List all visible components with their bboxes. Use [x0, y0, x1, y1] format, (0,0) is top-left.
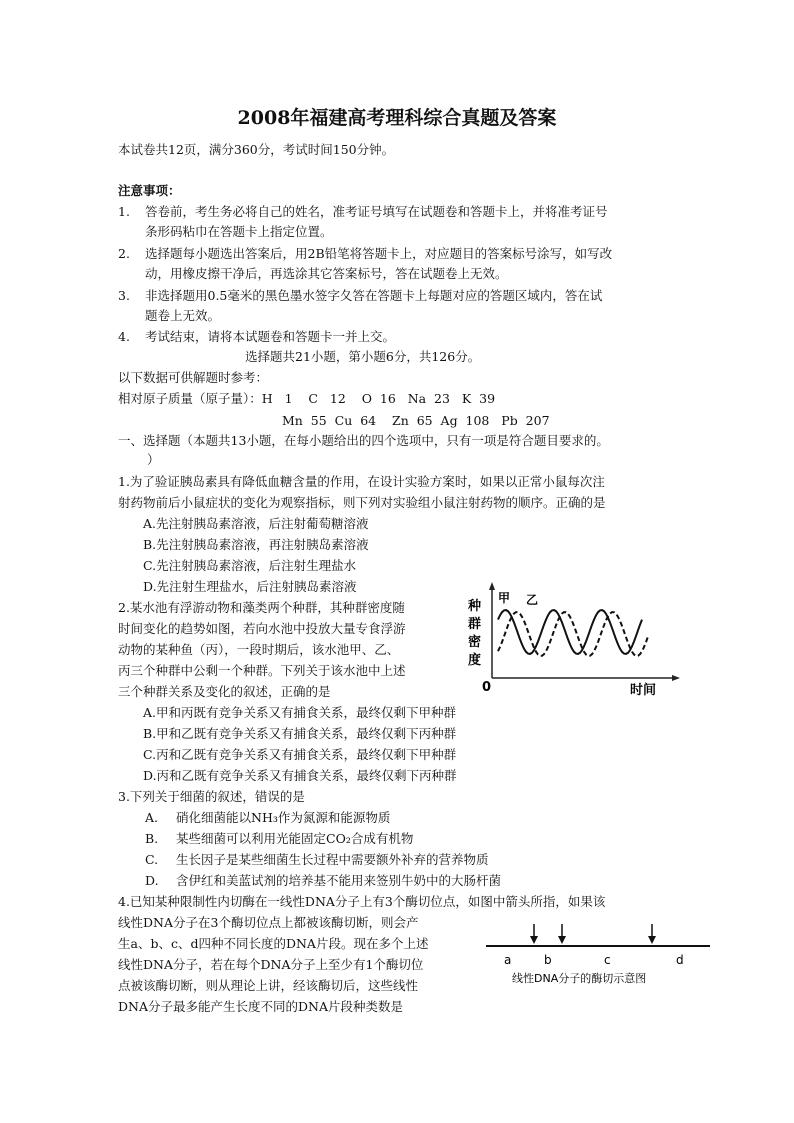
- intro-text: 本试卷共12页，满分360分，考试时间150分钟。: [118, 142, 395, 157]
- dna-cut-diagram: [482, 920, 714, 990]
- answer-option: A.甲和丙既有竞争关系又有捕食关系，最终仅剩下甲种群: [143, 705, 457, 720]
- atomic-mass-line: 相对原子质量（原子量）：H 1 C 12 O 16 Na 23 K 39: [118, 391, 496, 406]
- segment-label-b: b: [544, 953, 552, 967]
- question-stem: 动物的某种鱼（丙），一段时期后，该水池甲、乙、: [118, 642, 400, 657]
- data-reference-heading: 以下数据可供解题时参考：: [118, 370, 269, 385]
- notice-item-number: 1.: [118, 204, 130, 219]
- y-axis-arrow: [489, 582, 495, 590]
- answer-option: D.丙和乙既有竞争关系又有捕食关系，最终仅剩下丙种群: [143, 768, 457, 783]
- question-stem: DNA分子最多能产生长度不同的DNA片段种类数是: [118, 999, 403, 1014]
- question-stem: 丙三个种群中公剩一个种群。下列关于该水池中上述: [118, 663, 406, 678]
- notice-item-text: 考试结束，请将本试题卷和答题卡一并上交。: [145, 329, 396, 344]
- notice-item-text: 选择题每小题选出答案后，用2B铅笔将答题卡上，对应题目的答案标号涂写，如写改: [145, 246, 613, 261]
- option-letter: B.: [145, 831, 159, 846]
- answer-option: 生长因子是某些细菌生长过程中需要额外补弃的营养物质: [176, 852, 489, 867]
- question-stem: 1.为了验证胰岛素具有降低血糖含量的作用，在设计实验方案时，如果以正常小鼠每次注: [118, 474, 605, 489]
- question-stem: 3.下列关于细菌的叙述，错误的是: [118, 789, 305, 804]
- answer-option: B.甲和乙既有竞争关系又有捕食关系，最终仅剩下丙种群: [143, 726, 457, 741]
- answer-option: A.先注射胰岛素溶液，后注射葡萄糖溶液: [143, 516, 369, 531]
- y-axis-label-char: 密: [468, 635, 482, 650]
- notice-item-number: 4.: [118, 329, 130, 344]
- question-stem: 射药物前后小鼠症状的变化为观察指标，则下列对实验组小鼠注射药物的顺序。正确的是: [118, 495, 606, 510]
- cut-site-arrowhead: [558, 936, 566, 944]
- notice-item-text: 动，用橡皮擦干净后，再选涂其它答案标号，答在试题卷上无效。: [145, 266, 508, 281]
- question-stem: 生a、b、c、d四种不同长度的DNA片段。现在多个上述: [118, 936, 429, 951]
- series-label-yi: 乙: [526, 593, 539, 607]
- selection-note: 选择题共21小题，第小题6分，共126分。: [245, 349, 481, 364]
- question-stem: 点被该酶切断，则从理论上讲，经该酶切后，这些线性: [118, 978, 419, 993]
- segment-label-a: a: [504, 953, 512, 967]
- answer-option: 含伊红和美蓝试剂的培养基不能用来签别牛奶中的大肠杆菌: [176, 873, 502, 888]
- question-stem: 时间变化的趋势如图，若向水池中投放大量专食浮游: [118, 621, 406, 636]
- notice-item-text: 非选择题用0.5毫米的黑色墨水签字夂答在答题卡上每题对应的答题区域内，答在试: [145, 288, 603, 303]
- segment-label-c: c: [604, 953, 611, 967]
- answer-option: B.先注射胰岛素溶液，再注射胰岛素溶液: [143, 537, 369, 552]
- cut-site-arrowhead: [648, 936, 656, 944]
- answer-option: 某些细菌可以利用光能固定CO₂合成有机物: [176, 831, 414, 846]
- diagram-caption: 线性DNA分子的酶切示意图: [512, 972, 647, 985]
- y-axis-label-char: 群: [468, 617, 482, 632]
- option-letter: C.: [145, 852, 159, 867]
- option-letter: A.: [145, 810, 159, 825]
- x-axis-arrow: [672, 675, 680, 681]
- question-stem: 4.已知某种限制性内切酶在一线性DNA分子上有3个酶切位点，如图中箭头所指，如果该: [118, 894, 606, 909]
- question-stem: 2.某水池有浮游动物和藻类两个种群，其种群密度随: [118, 600, 405, 615]
- notice-item-text: 条形码粘巾在答题卡上指定位置。: [145, 224, 333, 239]
- section-heading: 一、选择题（本题共13小题，在每小题给出的四个选项中，只有一项是符合题目要求的。: [118, 433, 609, 448]
- answer-option: 硝化细菌能以NH₃作为氮源和能源物质: [176, 810, 391, 825]
- atomic-mass-line: Mn 55 Cu 64 Zn 65 Ag 108 Pb 207: [282, 413, 550, 428]
- segment-label-d: d: [676, 953, 684, 967]
- y-axis-label-char: 种: [468, 599, 482, 614]
- question-stem: 线性DNA分子在3个酶切位点上都被该酶切断，则会产: [118, 915, 419, 930]
- y-axis-label-char: 度: [468, 653, 482, 668]
- notice-item-text: 题卷上无效。: [145, 308, 221, 323]
- x-axis-label: 时间: [630, 683, 657, 698]
- cut-site-arrowhead: [530, 936, 538, 944]
- option-letter: D.: [145, 873, 159, 888]
- series-label-jia: 甲: [498, 591, 511, 605]
- notice-item-number: 3.: [118, 288, 130, 303]
- notice-item-number: 2.: [118, 246, 130, 261]
- answer-option: C.丙和乙既有竞争关系又有捕食关系，最终仅剩下甲种群: [143, 747, 457, 762]
- population-density-chart: [462, 580, 687, 700]
- page-title: 2008年福建高考理科综合真题及答案: [237, 107, 557, 129]
- section-heading-tail: ）: [147, 452, 160, 467]
- answer-option: C.先注射胰岛素溶液，后注射生理盐水: [143, 558, 357, 573]
- notice-item-text: 答卷前，考生务必将自己的姓名，准考证号填写在试题卷和答题卡上，并将准考证号: [145, 204, 608, 219]
- notice-heading: 注意事项：: [118, 183, 181, 198]
- origin-label: 0: [482, 680, 492, 695]
- answer-option: D.先注射生理盐水，后注射胰岛素溶液: [143, 579, 357, 594]
- question-stem: 线性DNA分子，若在每个DNA分子上至少有1个酶切位: [118, 957, 424, 972]
- question-stem: 三个种群关系及变化的叙述，正确的是: [118, 684, 331, 699]
